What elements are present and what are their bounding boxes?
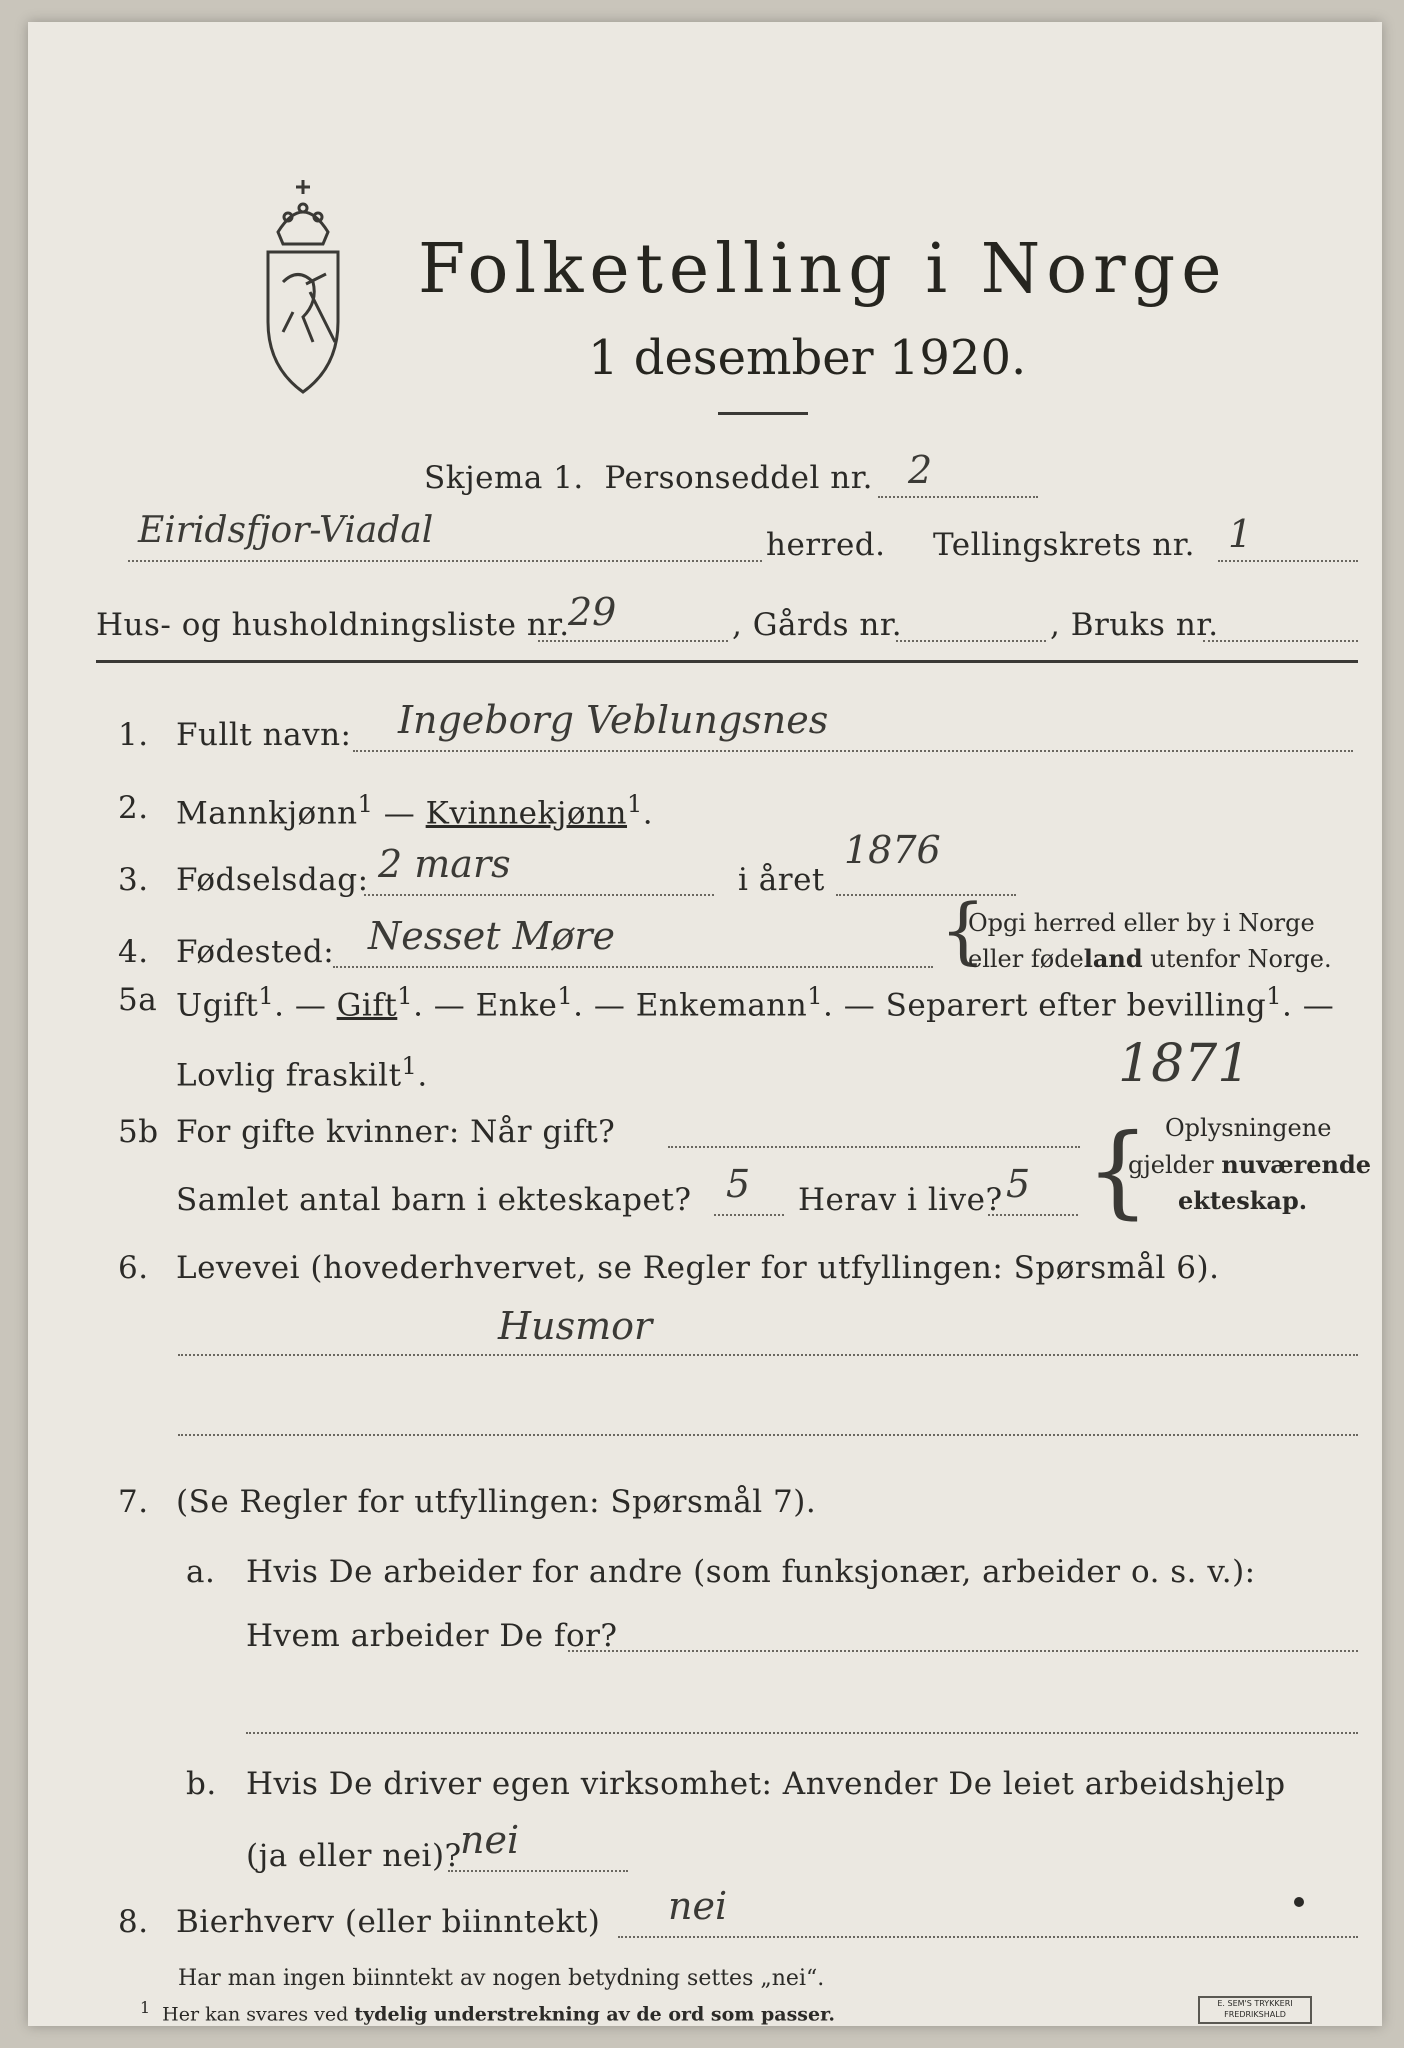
q7b-label: Hvis De driver egen virksomhet: Anvender De leiet arbeidshjelp (246, 1766, 1286, 1802)
q3-number: 3. (118, 862, 149, 898)
hired-help-label: (ja eller nei)? (246, 1838, 462, 1874)
q5a-number: 5a (118, 982, 158, 1018)
children-label: Samlet antal barn i ekteskapet? (176, 1182, 692, 1218)
occupation-value[interactable]: Husmor (498, 1304, 653, 1348)
birthplace-value[interactable]: Nesset Møre (368, 914, 616, 958)
footnote-ref: 1 (357, 790, 374, 818)
personseddel-field-line (878, 496, 1038, 498)
footnote-text-bold: tydelig understrekning av de ord som passer. (354, 2003, 835, 2026)
footnote-ref: 1 (557, 982, 574, 1010)
children-value[interactable]: 5 (726, 1162, 751, 1206)
skjema-label (424, 460, 873, 496)
bruks-label: , Bruks nr. (1050, 607, 1219, 643)
fraskilt-option[interactable] (176, 1052, 428, 1093)
header-rule (96, 660, 1358, 663)
note-bold: land (1083, 944, 1143, 973)
printer-stamp (1198, 1996, 1312, 2024)
footnote-line (140, 1998, 835, 2025)
hired-help-field-line (448, 1870, 628, 1872)
q7-number: 7. (118, 1484, 149, 1520)
q4-number: 4. (118, 934, 149, 970)
herred-field-line (128, 560, 762, 562)
enkemann-option[interactable]: . — Enkemann (573, 987, 808, 1024)
birthplace-note-line1: Opgi herred eller by i Norge (968, 909, 1315, 937)
skjema-prefix: Skjema 1. (424, 460, 584, 496)
full-name-value[interactable]: Ingeborg Veblungsnes (398, 698, 829, 742)
employer-field-line-2 (246, 1732, 1358, 1734)
birthday-field-line (364, 894, 714, 896)
period: . (642, 795, 654, 832)
married-when-field-line (668, 1146, 1080, 1148)
form-date: 1 desember 1920. (588, 330, 1027, 386)
q2-number: 2. (118, 790, 149, 826)
separator: — (373, 795, 426, 832)
q7a-letter: a. (186, 1554, 216, 1590)
q7b-letter: b. (186, 1766, 217, 1802)
q1-number: 1. (118, 717, 149, 753)
herred-label: herred. (766, 527, 886, 563)
mannkjonn-option[interactable]: Mannkjønn (176, 795, 358, 832)
footnote-ref: 1 (1266, 982, 1283, 1010)
employer-field-line-1 (568, 1650, 1358, 1652)
fraskilt-label: Lovlig fraskilt (176, 1057, 402, 1094)
note-text: eller føde (968, 945, 1084, 973)
year-field-line (836, 894, 1016, 896)
husholdningsliste-field-line (538, 640, 728, 642)
footnote-mark: 1 (140, 1998, 151, 2017)
separert-option[interactable]: . — Separert efter bevilling (823, 987, 1267, 1024)
gards-label: , Gårds nr. (732, 607, 903, 643)
brace: { (940, 888, 986, 972)
bruks-field-line (1203, 640, 1358, 642)
footnote-ref: 1 (258, 982, 275, 1010)
marriage-year-note: 1871 (1118, 1034, 1251, 1094)
gards-field-line (896, 640, 1046, 642)
census-form-sheet (28, 22, 1382, 2026)
separator: . — (274, 987, 337, 1024)
kvinnekjonn-option[interactable]: Kvinnekjønn (425, 795, 628, 832)
q5b-note-line2 (1128, 1150, 1371, 1179)
note-bold: nuværende (1221, 1150, 1372, 1179)
title-divider (718, 412, 808, 415)
q1-label: Fullt navn: (176, 717, 352, 753)
note-text: gjelder (1128, 1151, 1222, 1179)
brace: { (1086, 1112, 1150, 1229)
birthplace-field-line (333, 966, 933, 968)
occupation-field-line-2 (178, 1434, 1358, 1436)
footnote-ref: 1 (397, 982, 414, 1010)
note-text: utenfor Norge. (1142, 945, 1332, 973)
q8-label: Bierhverv (eller biinntekt) (176, 1904, 601, 1940)
footnote-text: Her kan svares ved (162, 2003, 355, 2026)
q4-label: Fødested: (176, 934, 335, 970)
children-field-line (714, 1214, 784, 1216)
q5b-label: For gifte kvinner: Når gift? (176, 1114, 616, 1150)
footnote-ref: 1 (627, 790, 643, 818)
enke-option[interactable]: . — Enke (413, 987, 558, 1024)
no-income-note: Har man ingen biinntekt av nogen betydning settes „nei“. (178, 1966, 825, 1991)
stamp-line1: E. SEM'S TRYKKERI (1217, 1999, 1293, 2008)
q1-field-line (353, 750, 1353, 752)
marital-status-options (176, 982, 1334, 1023)
personseddel-value[interactable]: 2 (908, 448, 933, 492)
q7a-label: Hvis De arbeider for andre (som funksjonær, arbeider o. s. v.): (246, 1554, 1256, 1590)
herred-value[interactable]: Eiridsfjor-Viadal (138, 510, 434, 551)
hired-help-value[interactable]: nei (460, 1818, 520, 1862)
period: . (417, 1057, 428, 1094)
employer-label: Hvem arbeider De for? (246, 1618, 618, 1654)
q8-number: 8. (118, 1904, 149, 1940)
alive-label: Herav i live? (798, 1182, 1003, 1218)
coat-of-arms-icon (248, 172, 358, 402)
occupation-field-line-1 (178, 1354, 1358, 1356)
form-title: Folketelling i Norge (418, 230, 1228, 309)
footnote-ref: 1 (807, 982, 824, 1010)
q2-gender (176, 790, 653, 831)
personseddel-label: Personseddel nr. (604, 460, 873, 496)
q3-label: Fødselsdag: (176, 862, 369, 898)
q7-label: (Se Regler for utfyllingen: Spørsmål 7). (176, 1484, 817, 1520)
q6-number: 6. (118, 1250, 149, 1286)
tellingskrets-value[interactable]: 1 (1228, 512, 1253, 556)
ugift-option[interactable]: Ugift (176, 987, 259, 1024)
q5b-note-line1: Oplysningene (1165, 1114, 1332, 1142)
husholdningsliste-label: Hus- og husholdningsliste nr. (96, 607, 570, 643)
side-income-field-line (618, 1936, 1358, 1938)
birthplace-note-line2 (968, 944, 1332, 973)
tellingskrets-field-line (1218, 560, 1358, 562)
husholdningsliste-value[interactable]: 29 (568, 590, 617, 634)
alive-value[interactable]: 5 (1006, 1162, 1031, 1206)
q6-label: Levevei (hovederhvervet, se Regler for utfyllingen: Spørsmål 6). (176, 1250, 1220, 1286)
side-income-value[interactable]: nei (668, 1884, 728, 1928)
year-label: i året (738, 862, 825, 898)
gift-option[interactable]: Gift (336, 987, 398, 1024)
bottom-band (28, 1960, 1382, 2026)
birth-year-value[interactable]: 1876 (844, 828, 941, 872)
birthday-value[interactable]: 2 mars (378, 842, 511, 886)
q5b-note-line3: ekteskap. (1178, 1186, 1308, 1215)
ink-dot (1294, 1897, 1304, 1907)
stamp-line2: FREDRIKSHALD (1224, 2010, 1286, 2019)
q5b-number: 5b (118, 1114, 159, 1150)
alive-field-line (988, 1214, 1078, 1216)
footnote-ref: 1 (401, 1052, 418, 1080)
tellingskrets-label: Tellingskrets nr. (933, 527, 1195, 563)
separator: . — (1282, 987, 1335, 1024)
